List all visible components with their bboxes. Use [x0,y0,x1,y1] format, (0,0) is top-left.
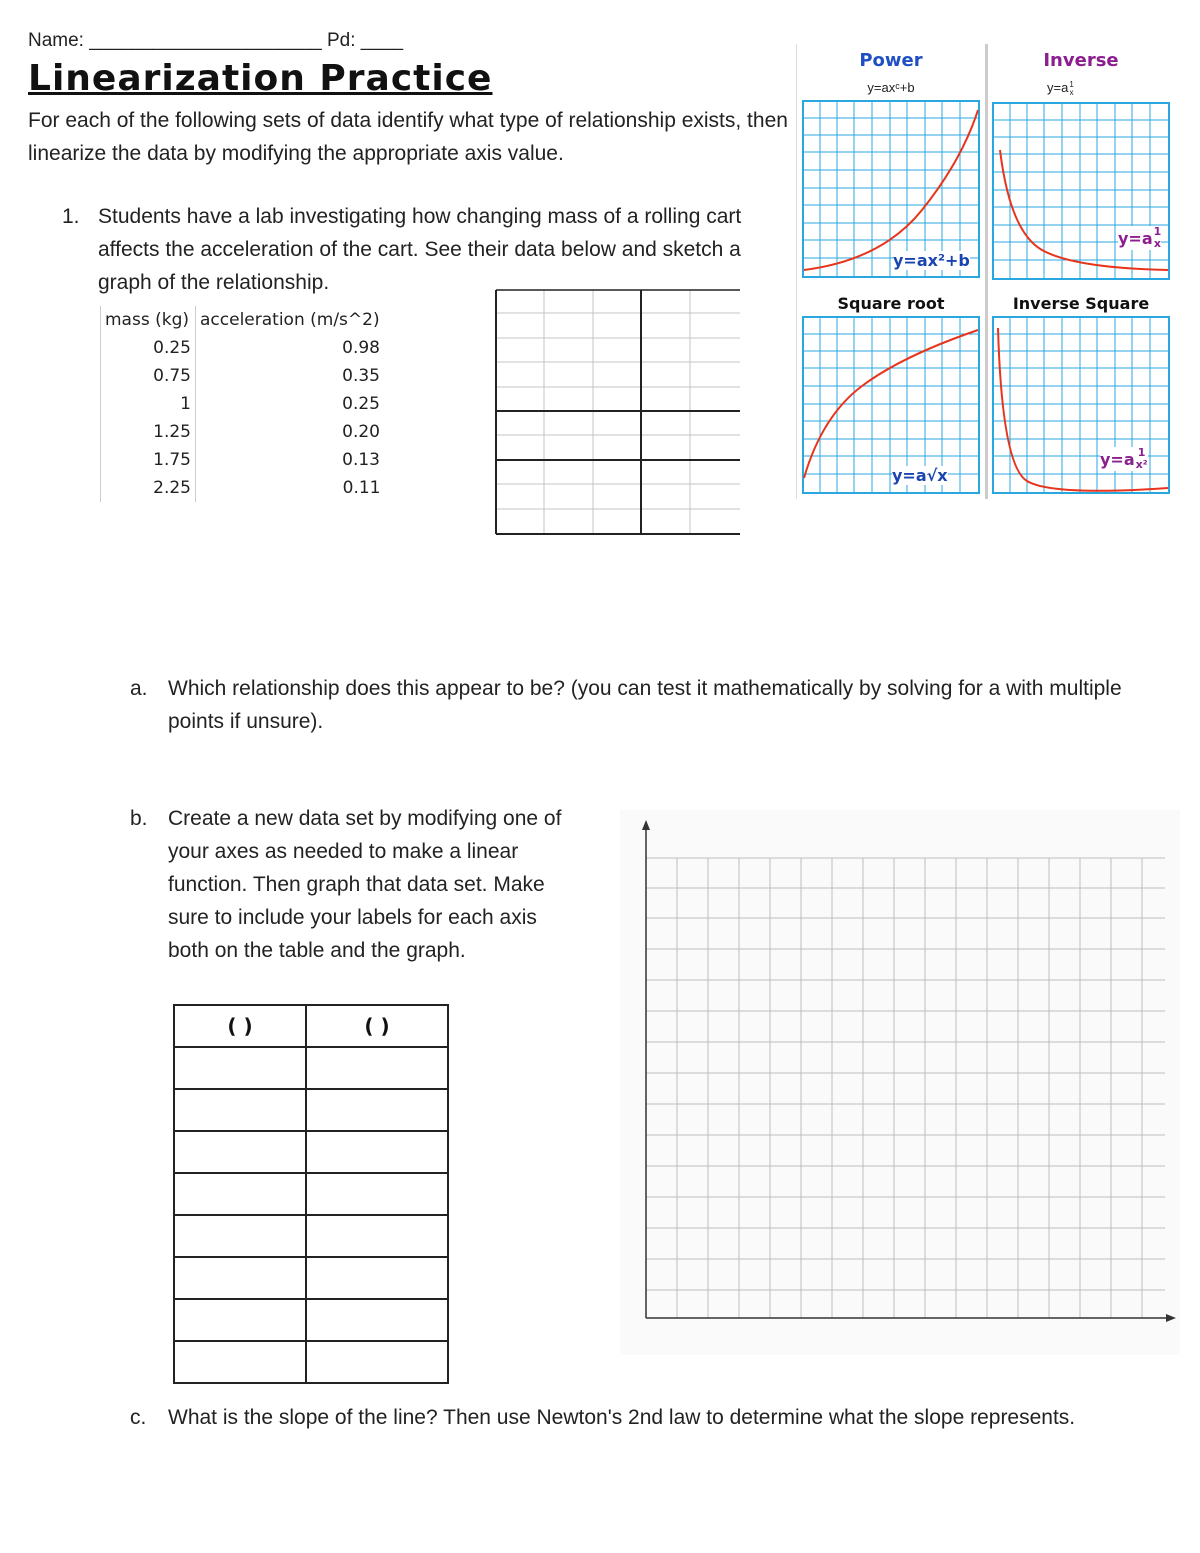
column-header-blank[interactable]: ( ) [306,1005,448,1047]
table-row[interactable] [174,1341,448,1383]
part-letter: b. [130,807,148,830]
table-row [101,390,387,418]
inverse-formula-text: y=a [1047,80,1069,95]
table-row[interactable] [174,1299,448,1341]
data-table [100,306,387,502]
blank-data-table[interactable] [173,1004,449,1384]
blank-cell[interactable] [306,1215,448,1257]
blank-cell[interactable] [306,1341,448,1383]
inverse-graph-label-text: y=a [1118,228,1153,248]
mass-cell: 1 [101,390,196,418]
table-row [101,362,387,390]
table-row [101,446,387,474]
square-root-title: Square root [837,294,945,313]
table-row[interactable] [174,1215,448,1257]
table-row[interactable] [174,1173,448,1215]
table-row[interactable] [174,1257,448,1299]
acceleration-cell: 0.13 [342,450,380,470]
table-row[interactable] [174,1089,448,1131]
part-b-text: Create a new data set by modifying one of your axes as needed to make a linear function. Then graph that data set. Make sure to include your labels for each axis both on the table and the graph. [168,807,562,962]
mass-cell: 1.25 [101,418,196,446]
acceleration-cell: 0.11 [342,478,381,498]
blank-cell[interactable] [306,1131,448,1173]
square-root-graph [802,316,980,494]
part-b [130,802,580,1002]
column-header-blank[interactable]: ( ) [174,1005,306,1047]
table-row [101,474,387,502]
table-row [101,418,387,446]
blank-cell[interactable] [174,1047,306,1089]
blank-cell[interactable] [174,1215,306,1257]
inverse-square-title: Inverse Square [1012,294,1150,313]
inverse-square-graph-label-text: y=a [1100,449,1135,469]
mass-cell: 1.75 [101,446,196,474]
fraction-one-over-x-icon: 1 x [1069,79,1074,97]
blank-cell[interactable] [174,1299,306,1341]
blank-cell[interactable] [174,1257,306,1299]
mass-cell: 0.25 [101,334,196,362]
power-graph-label: y=ax²+b [893,251,970,270]
acceleration-cell: 0.35 [342,366,380,386]
part-c-text: What is the slope of the line? Then use Newton's 2nd law to determine what the slope represents. [168,1406,1076,1429]
inverse-graph-label [1118,226,1161,250]
inverse-square-graph-label [1100,447,1148,471]
square-root-graph-label: y=a√x [892,466,948,485]
intro-instructions: For each of the following sets of data identify what type of relationship exists, then linearize the data by modifying the appropriate axis value. [28,109,788,165]
inverse-graph [992,102,1170,280]
sketch-grid[interactable] [494,288,742,538]
column-header-acceleration: acceleration (m/s^2) [200,310,380,330]
table-row[interactable] [174,1047,448,1089]
linear-graph-grid[interactable] [620,810,1180,1355]
inverse-title: Inverse [1043,50,1119,71]
question-number: 1. [62,205,80,228]
acceleration-cell: 0.25 [342,394,380,414]
table-row[interactable] [174,1131,448,1173]
page-title: Linearization Practice [28,58,493,99]
blank-cell[interactable] [306,1047,448,1089]
blank-cell[interactable] [174,1131,306,1173]
blank-cell[interactable] [174,1173,306,1215]
blank-cell[interactable] [306,1299,448,1341]
part-a-text: Which relationship does this appear to be? (you can test it mathematically by solving for a with multiple points if unsure). [168,677,1122,733]
acceleration-cell: 0.98 [342,338,380,358]
fraction-one-over-x-squared-icon: 1 x² [1135,446,1148,471]
part-c [130,1401,1170,1471]
acceleration-cell: 0.20 [342,422,380,442]
power-title: Power [859,50,923,71]
blank-cell[interactable] [306,1257,448,1299]
power-formula: y=axᶜ+b [867,80,915,95]
inverse-formula [1047,80,1074,97]
mass-cell: 0.75 [101,362,196,390]
mass-cell: 2.25 [101,474,196,502]
part-letter: a. [130,677,148,700]
part-a [130,672,1170,742]
blank-cell[interactable] [306,1089,448,1131]
column-header-mass: mass (kg) [101,306,196,334]
blank-cell[interactable] [306,1173,448,1215]
blank-cell[interactable] [174,1089,306,1131]
name-line: Name: ______________________ Pd: ____ [28,30,404,51]
question-text: Students have a lab investigating how changing mass of a rolling cart affects the acceleration of the cart. See their data below and sketch a graph of the relationship. [98,205,742,294]
table-row [101,334,387,362]
fraction-one-over-x-icon: 1 x [1153,225,1162,250]
panel-divider [985,44,988,499]
panel-divider [796,44,797,499]
blank-cell[interactable] [174,1341,306,1383]
part-letter: c. [130,1406,147,1429]
